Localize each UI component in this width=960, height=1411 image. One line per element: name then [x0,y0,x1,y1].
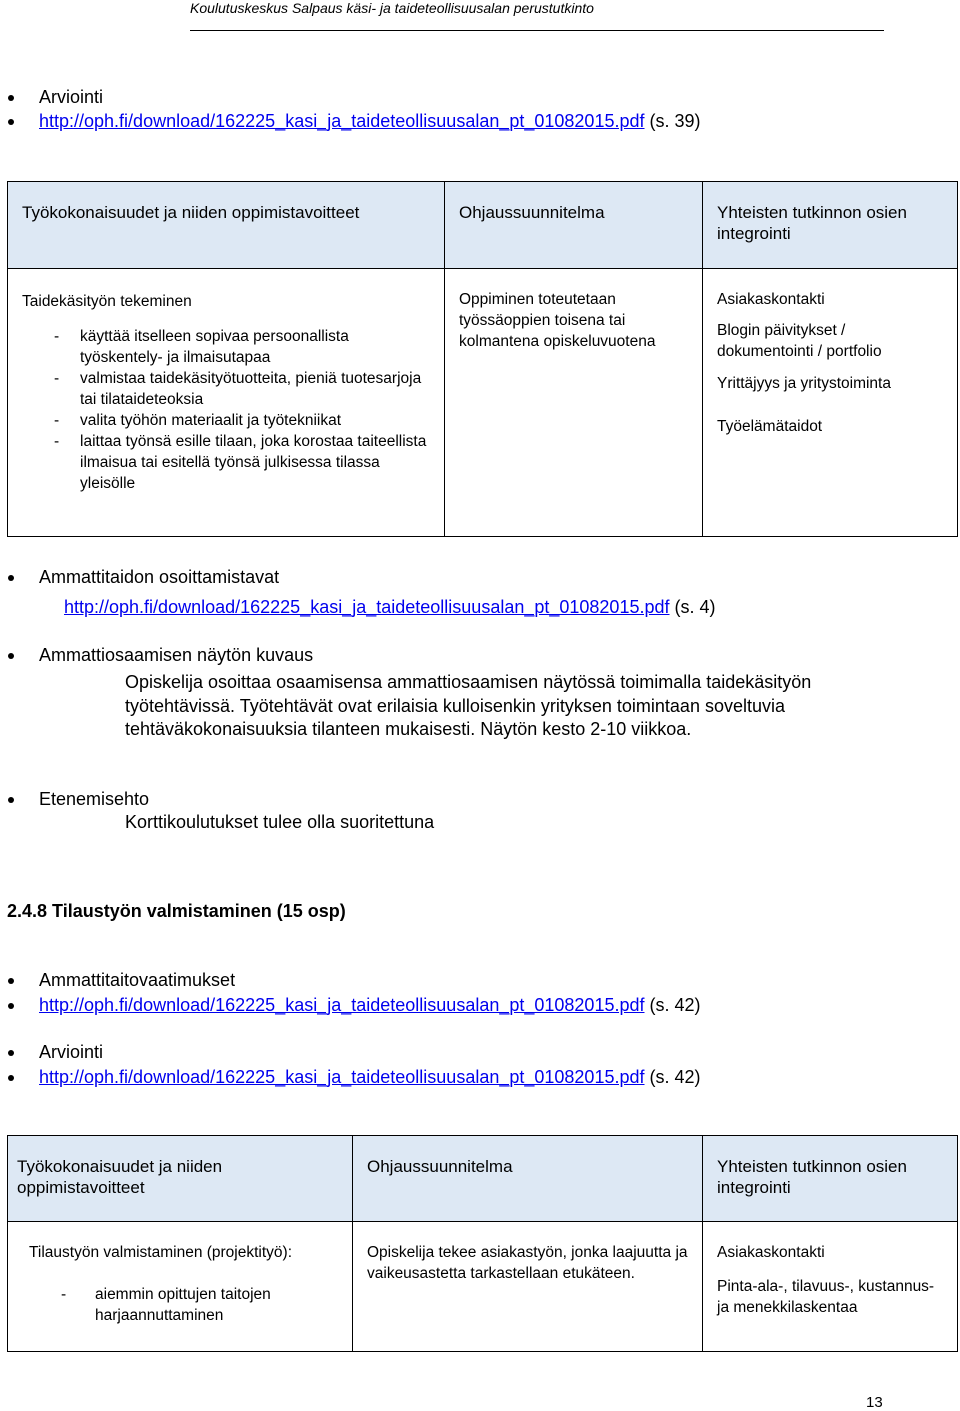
integration-item: Yrittäjyys ja yritystoiminta [717,375,891,392]
header-divider [190,30,884,31]
table2-col1-title: Tilaustyön valmistaminen (projektityö): [29,1244,293,1261]
table1-col2-cell: Oppiminen toteutetaan työssäoppien toisena tai kolmantena opiskeluvuotena [445,269,703,537]
bullet-icon [8,978,14,984]
table2-col1-cell [8,1222,353,1352]
naytto-label: Ammattiosaamisen näytön kuvaus [39,645,314,665]
oph-link[interactable]: http://oph.fi/download/162225_kasi_ja_taideteollisuusalan_pt_01082015.pdf [39,995,645,1015]
bullet-ammattitaidon [39,566,279,589]
page-number: 13 [866,1394,883,1411]
bullet-arviointi-2 [39,1041,103,1064]
bullet-icon [8,653,14,659]
integration-item: Blogin päivitykset / dokumentointi / portfolio [717,322,882,360]
bullet-vaatimukset [39,969,235,992]
table1-header-cell: Työkokonaisuudet ja niiden oppimistavoitteet [8,182,445,269]
work-units-table-1 [7,181,958,537]
naytto-description: Opiskelija osoittaa osaamisensa ammattiosaamisen näytössä toimimalla taidekäsityön työtehtävissä. Työtehtävät ovat erilaisia kulloisenkin yrityksen toimintaan soveltuvia tehtäväkokonaisuuksia tilanteen mukaisesti. Näytön kesto 2-10 viikkoa. [125,672,812,739]
bullet-icon [8,119,14,125]
list-item: - valita työhön materiaalit ja työtekniikat [22,410,430,431]
page-ref: (s. 4) [669,597,716,617]
integration-item: Asiakaskontakti [717,291,825,308]
bullet-icon [8,797,14,803]
etenemisehto-label: Etenemisehto [39,789,150,809]
vaatimukset-label: Ammattitaitovaatimukset [39,970,236,990]
page-ref: (s. 42) [644,1067,701,1087]
bullet-icon [8,1075,14,1081]
page-ref: (s. 42) [644,995,701,1015]
list-item: - valmistaa taidekäsityötuotteita, pieniä tuotesarjoja tai tilataideteoksia [22,368,430,410]
bullet-etenemisehto [39,788,149,811]
arviointi-label: Arviointi [39,87,104,107]
table1-col1-title: Taidekäsityön tekeminen [22,293,192,310]
list-item: - käyttää itselleen sopivaa persoonallista työskentely- ja ilmaisutapaa [22,326,430,368]
list-item: - laittaa työnsä esille tilaan, joka korostaa taiteellista ilmaisua tai esitellä työnsä julkisessa tilassa yleisölle [22,431,430,494]
page-header-title: Koulutuskeskus Salpaus käsi- ja taideteollisuusalan perustutkinto [190,0,594,16]
integration-item: Työelämätaidot [717,418,823,435]
arviointi-label: Arviointi [39,1042,104,1062]
table2-header-cell: Työkokonaisuudet ja niiden oppimistavoitteet [8,1136,353,1222]
integration-item: Asiakaskontakti [717,1244,825,1261]
bullet-icon [8,1050,14,1056]
oph-link[interactable]: http://oph.fi/download/162225_kasi_ja_taideteollisuusalan_pt_01082015.pdf [39,111,645,131]
ammattitaidon-label: Ammattitaidon osoittamistavat [39,567,280,587]
work-units-table-2 [7,1135,958,1352]
table1-goal-list [22,326,430,494]
bullet-icon [8,575,14,581]
table2-header-cell: Yhteisten tutkinnon osien integrointi [703,1136,958,1222]
list-item: - aiemmin opittujen taitojen harjaannuttaminen [29,1284,338,1326]
ammattitaidon-link-line [64,596,716,619]
bullet-icon [8,1003,14,1009]
bullet-arviointi-link-2 [39,1066,701,1089]
bullet-arviointi-link [39,110,701,133]
table1-header-cell: Yhteisten tutkinnon osien integrointi [703,182,958,269]
section-title: 2.4.8 Tilaustyön valmistaminen (15 osp) [7,901,346,921]
oph-link[interactable]: http://oph.fi/download/162225_kasi_ja_taideteollisuusalan_pt_01082015.pdf [64,597,670,617]
etenemisehto-text: Korttikoulutukset tulee olla suoritettuna [125,812,435,832]
bullet-icon [8,95,14,101]
bullet-arviointi [39,86,103,109]
table2-goal-list [29,1284,338,1326]
table1-header-cell: Ohjaussuunnitelma [445,182,703,269]
table2-col2-cell: Opiskelija tekee asiakastyön, jonka laajuutta ja vaikeusastetta tarkastellaan etukäteen. [353,1222,703,1352]
page-ref: (s. 39) [644,111,701,131]
integration-item: Pinta-ala-, tilavuus-, kustannus- ja menekkilaskentaa [717,1278,935,1316]
oph-link[interactable]: http://oph.fi/download/162225_kasi_ja_taideteollisuusalan_pt_01082015.pdf [39,1067,645,1087]
table1-col3-cell [703,269,958,537]
bullet-vaatimukset-link [39,994,701,1017]
table2-col3-cell [703,1222,958,1352]
table1-col1-cell [8,269,445,537]
table2-header-cell: Ohjaussuunnitelma [353,1136,703,1222]
bullet-naytto [39,644,313,667]
